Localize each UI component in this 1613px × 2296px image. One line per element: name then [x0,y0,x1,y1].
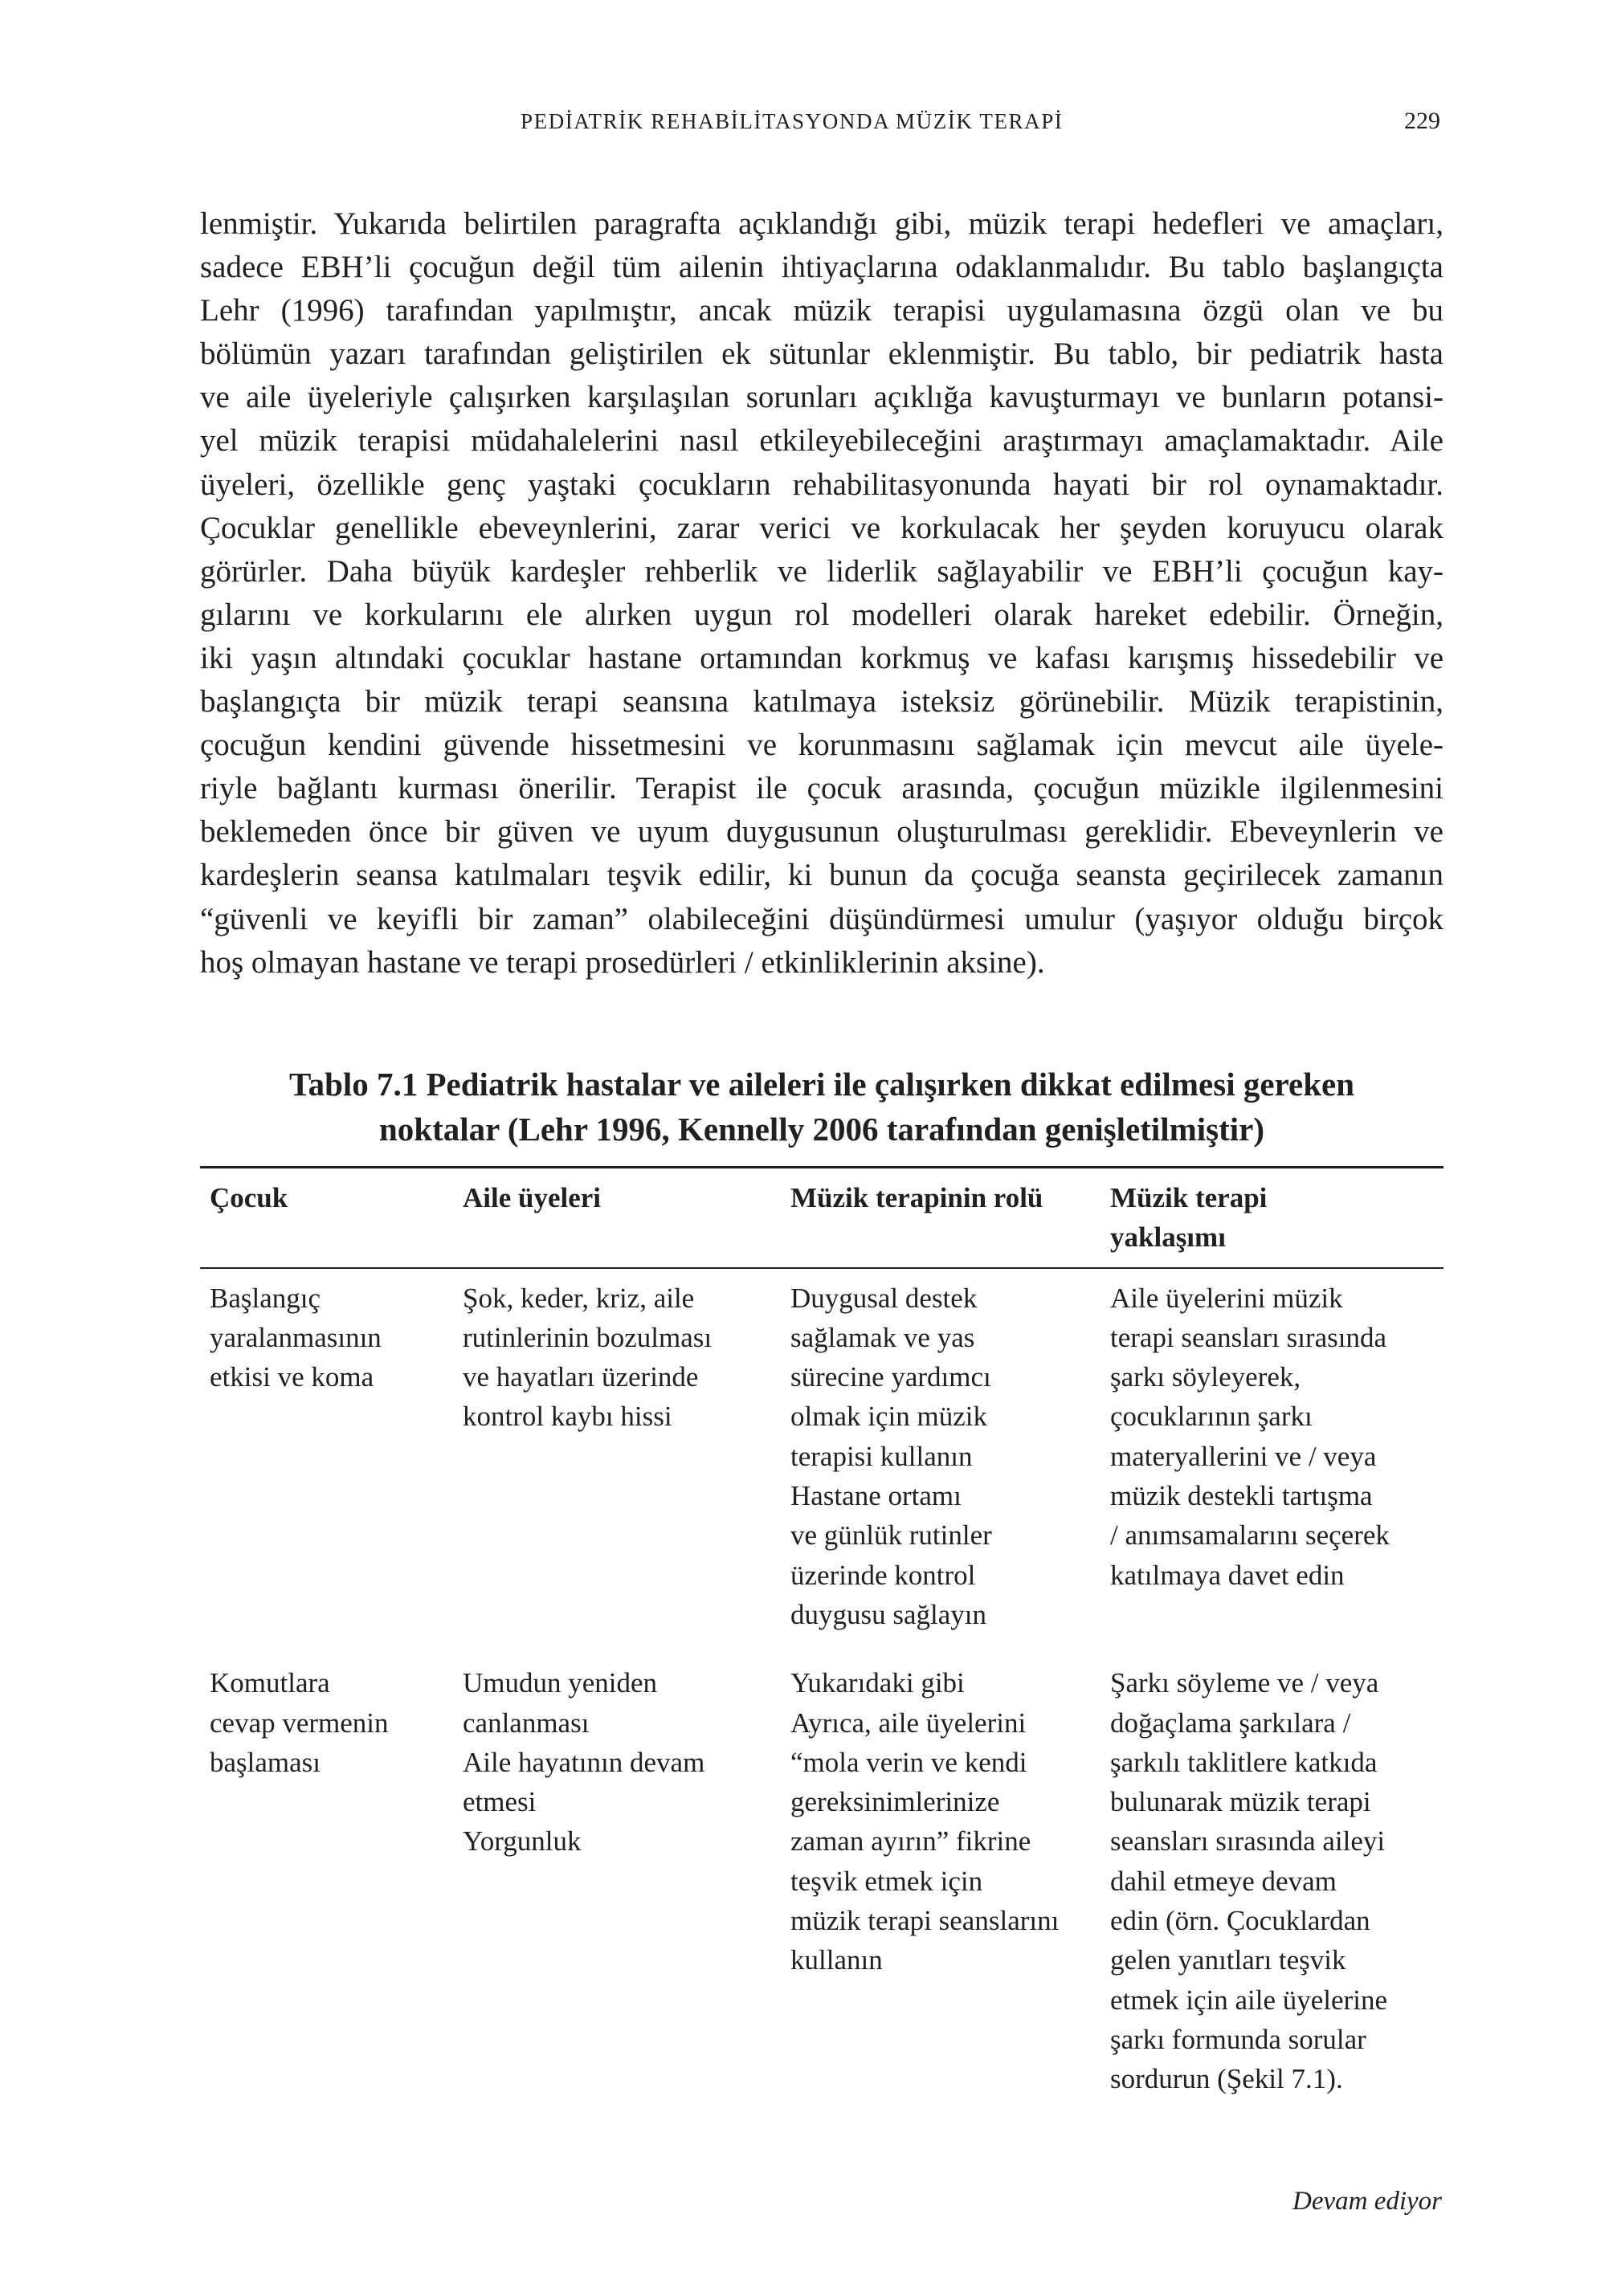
paragraph-line: lenmiştir. Yukarıda belirtilen paragrafta açıklandığı gibi, müzik terapi hedefleri ve amaçları, [200,206,1444,241]
cell-line: doğaçlama şarkılara / [1110,1707,1351,1739]
column-header-music-therapy-approach [1101,1168,1444,1268]
table-title [200,1062,1444,1152]
cell-line: çocuklarının şarkı [1110,1401,1313,1433]
cell-line: Hastane ortamı [790,1480,962,1512]
cell-line: ve hayatları üzerinde [463,1361,699,1393]
cell-line: şarkılı taklitlere katkıda [1110,1746,1378,1778]
table-cell [1101,1654,1444,2098]
header-line: Aile üyeleri [463,1182,602,1213]
cell-line: Ayrıca, aile üyelerini [790,1707,1027,1739]
table-row [200,1654,1444,2098]
cell-line: kontrol kaybı hissi [463,1401,672,1433]
header-line: Müzik terapinin rolü [790,1182,1043,1213]
cell-line: sağlamak ve yas [790,1321,975,1353]
paragraph-line: “güvenli ve keyifli bir zaman” olabileceğini düşündürmesi umulur (yaşıyor olduğu birçok [200,901,1444,936]
column-header-music-therapy-role [781,1168,1101,1268]
cell-line: katılmaya davet edin [1110,1559,1345,1591]
cell-line: Başlangıç [210,1282,321,1314]
paragraph-line: bölümün yazarı tarafından geliştirilen ek sütunlar eklenmiştir. Bu tablo, bir pediatrik hasta [200,336,1444,372]
cell-line: rutinlerinin bozulması [463,1321,713,1353]
cell-line: teşvik etmek için [790,1865,983,1897]
cell-line: seansları sırasında aileyi [1110,1825,1386,1858]
paragraph-line: sadece EBH’li çocuğun değil tüm ailenin ihtiyaçlarına odaklanmalıdır. Bu tablo başlangıçta [200,250,1444,285]
paragraph-line: üyeleri, özellikle genç yaştaki çocukların rehabilitasyonunda hayati bir rol oynamaktadır. [200,467,1444,502]
header-line: Çocuk [210,1182,288,1213]
table-title-line: Tablo 7.1 Pediatrik hastalar ve aileleri ile çalışırken dikkat edilmesi gereken [288,1066,1354,1103]
cell-line: kullanın [790,1944,883,1976]
cell-line: Aile üyelerini müzik [1110,1282,1343,1314]
table-title-line: noktalar (Lehr 1996, Kennelly 2006 tarafından genişletilmiştir) [378,1111,1265,1148]
paragraph-line: riyle bağlantı kurması önerilir. Terapist ile çocuk arasında, çocuğun müzikle ilgilenmesini [200,771,1444,806]
cell-line: Yukarıdaki gibi [790,1667,965,1699]
header-line: Müzik terapi [1110,1182,1268,1213]
cell-line: şarkı söyleyerek, [1110,1361,1301,1393]
table-cell [781,1654,1101,2098]
body-paragraph [200,202,1444,985]
cell-line: üzerinde kontrol [790,1559,976,1591]
paragraph-line: kardeşlerin seansa katılmaları teşvik edilir, ki bunun da çocuğa seansta geçirilecek zamanın [200,858,1444,893]
cell-line: Aile hayatının devam [463,1746,705,1778]
table-cell [453,1654,781,2098]
cell-line: başlaması [210,1746,321,1778]
paragraph-line: ve aile üyeleriyle çalışırken karşılaşılan sorunları açıklığa kavuşturmayı ve bunların potansi- [200,380,1444,415]
running-head: PEDİATRİK REHABİLİTASYONDA MÜZİK TERAPİ [521,109,1064,133]
cell-line: gelen yanıtları teşvik [1110,1944,1346,1976]
cell-line: Yorgunluk [463,1825,582,1858]
paragraph-line: beklemeden önce bir güven ve uyum duygusunun oluşturulması gereklidir. Ebeveynlerin ve [200,814,1444,850]
cell-line: materyallerini ve / veya [1110,1440,1377,1472]
continued-note: Devam ediyor [1292,2187,1442,2216]
paragraph-line: hoş olmayan hastane ve terapi prosedürleri / etkinliklerinin aksine). [200,944,1045,980]
cell-line: etmesi [463,1786,537,1818]
considerations-table [200,1166,1444,2099]
paragraph-line: Çocuklar genellikle ebeveynlerini, zarar verici ve korkulacak her şeyden koruyucu olarak [200,510,1444,545]
cell-line: terapi seansları sırasında [1110,1321,1387,1353]
table-cell [781,1268,1101,1654]
paragraph-line: iki yaşın altındaki çocuklar hastane ortamından korkmuş ve kafası karışmış hissedebilir ve [200,640,1444,675]
table-cell [453,1268,781,1654]
cell-line: ve günlük rutinler [790,1519,992,1552]
page-number: 229 [1404,108,1440,134]
cell-line: dahil etmeye devam [1110,1865,1337,1897]
table-cell [1101,1268,1444,1654]
table-cell [200,1654,453,2098]
cell-line: Komutlara [210,1667,330,1699]
cell-line: müzik terapi seanslarını [790,1905,1060,1937]
paragraph-line: görürler. Daha büyük kardeşler rehberlik ve liderlik sağlayabilir ve EBH’li çocuğun kay- [200,553,1444,589]
cell-line: Duygusal destek [790,1282,978,1314]
cell-line: bulunarak müzik terapi [1110,1786,1371,1818]
cell-line: yaralanmasının [210,1321,382,1353]
header-line: yaklaşımı [1110,1221,1226,1254]
cell-line: “mola verin ve kendi [790,1746,1027,1778]
paragraph-line: gılarını ve korkularını ele alırken uygun rol modelleri olarak hareket edebilir. Örneğin, [200,597,1444,632]
table-cell [200,1268,453,1654]
table-body [200,1268,1444,2099]
cell-line: sürecine yardımcı [790,1361,991,1393]
table-header-row [200,1168,1444,1268]
paragraph-line: yel müzik terapisi müdahalelerini nasıl etkileyebileceğini araştırmayı amaçlamaktadır. Aile [200,423,1444,459]
paragraph-line: Lehr (1996) tarafından yapılmıştır, ancak müzik terapisi uygulamasına özgü olan ve bu [200,293,1444,328]
cell-line: müzik destekli tartışma [1110,1480,1373,1512]
cell-line: şarkı formunda sorular [1110,2023,1366,2055]
cell-line: zaman ayırın” fikrine [790,1825,1031,1858]
cell-line: Şarkı söyleme ve / veya [1110,1667,1379,1699]
cell-line: gereksinimlerinize [790,1786,1000,1818]
cell-line: etmek için aile üyelerine [1110,1984,1387,2016]
cell-line: sordurun (Şekil 7.1). [1110,2063,1343,2095]
column-header-family [453,1168,781,1268]
cell-line: Umudun yeniden [463,1667,658,1699]
cell-line: etkisi ve koma [210,1361,374,1393]
cell-line: edin (örn. Çocuklardan [1110,1905,1370,1937]
cell-line: cevap vermenin [210,1707,389,1739]
table-row [200,1268,1444,1654]
column-header-child [200,1168,453,1268]
paragraph-line: başlangıçta bir müzik terapi seansına katılmaya isteksiz görünebilir. Müzik terapistinin, [200,684,1444,720]
cell-line: Şok, keder, kriz, aile [463,1282,695,1314]
cell-line: duygusu sağlayın [790,1598,987,1630]
table-header [200,1168,1444,1268]
cell-line: terapisi kullanın [790,1440,973,1472]
cell-line: olmak için müzik [790,1401,987,1433]
cell-line: / anımsamalarını seçerek [1110,1519,1390,1552]
cell-line: canlanması [463,1707,590,1739]
paragraph-line: çocuğun kendini güvende hissetmesini ve korunmasını sağlamak için mevcut aile üyele- [200,728,1444,763]
